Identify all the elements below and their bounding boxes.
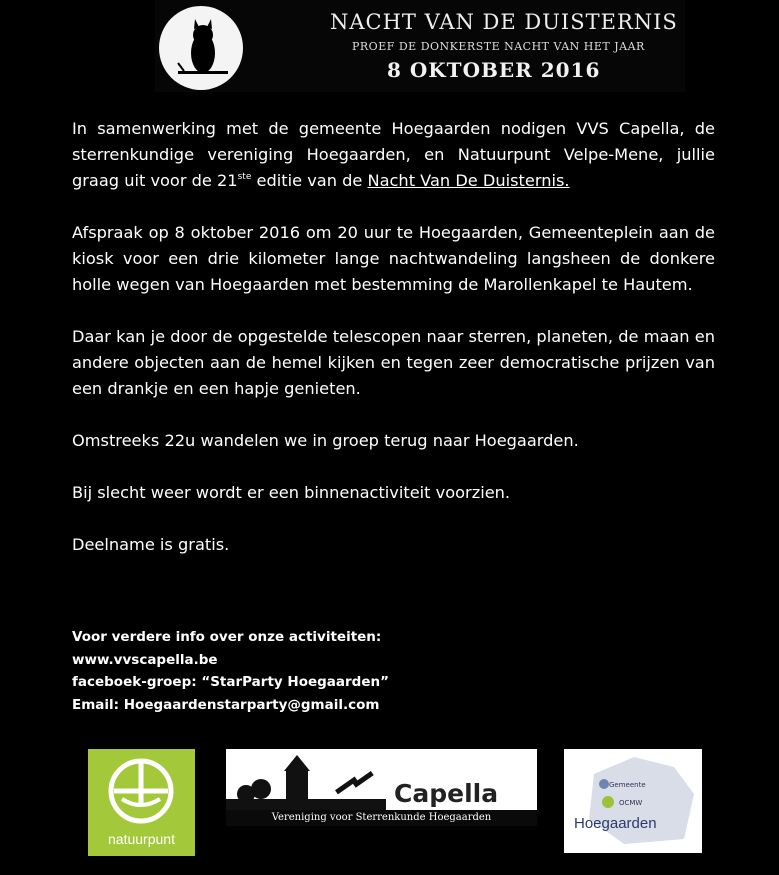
paragraph-weather: Bij slecht weer wordt er een binnenactiviteit voorzien. [72,483,511,502]
ocmw-label: OCMW [619,799,643,807]
paragraph-free: Deelname is gratis. [72,535,230,554]
owl-moon-logo [158,5,244,91]
hoegaarden-name: Hoegaarden [574,815,657,832]
website-link[interactable]: www.vvscapella.be [72,651,218,668]
page-title: NACHT VAN DE DUISTERNIS [330,10,678,34]
intro-text: In samenwerking met de gemeente Hoegaarden nodigen VVS Capella, de sterrenkundige vereniging Hoegaarden, en Natuurpunt Velpe-Mene, jullie graag uit voor de 21 [72,119,715,190]
intro-text-2: editie van de [251,171,368,190]
page-subtitle: PROEF DE DONKERSTE NACHT VAN HET JAAR [352,40,645,53]
hoegaarden-logo [564,749,702,853]
capella-title: Capella [394,779,499,808]
paragraph-return: Omstreeks 22u wandelen we in groep terug naar Hoegaarden. [72,431,579,450]
ordinal-suffix: ste [237,171,252,182]
info-heading: Voor verdere info over onze activiteiten: [72,629,382,645]
intro-paragraph [72,116,715,194]
contact-info [72,626,389,716]
event-name-link[interactable]: Nacht Van De Duisternis. [367,171,570,190]
facebook-group: faceboek-groep: “StarParty Hoegaarden” [72,674,389,690]
main-content [72,116,715,584]
observatory-silhouette-icon [226,749,386,810]
paragraph-meeting: Afspraak op 8 oktober 2016 om 20 uur te Hoegaarden, Gemeenteplein aan de kiosk voor een drie kilometer lange nachtwandeling langsheen de donkere holle wegen van Hoegaarden met bestemming de Marollenkapel te Hautem. [72,223,715,294]
paragraph-telescopes: Daar kan je door de opgestelde telescopen naar sterren, planeten, de maan en andere objecten aan de hemel kijken en tegen zeer democratische prijzen van een drankje en een hapje genieten. [72,327,715,398]
email-link[interactable]: Email: Hoegaardenstarparty@gmail.com [72,696,380,713]
gemeente-label: Gemeente [609,781,646,789]
capella-logo [226,749,537,826]
natuurpunt-label: natuurpunt [108,831,175,847]
header-banner [155,0,685,92]
natuurpunt-icon [88,749,195,829]
natuurpunt-logo [88,749,195,856]
event-date: 8 OKTOBER 2016 [387,58,601,82]
capella-tagline: Vereniging voor Sterrenkunde Hoegaarden [226,810,537,826]
